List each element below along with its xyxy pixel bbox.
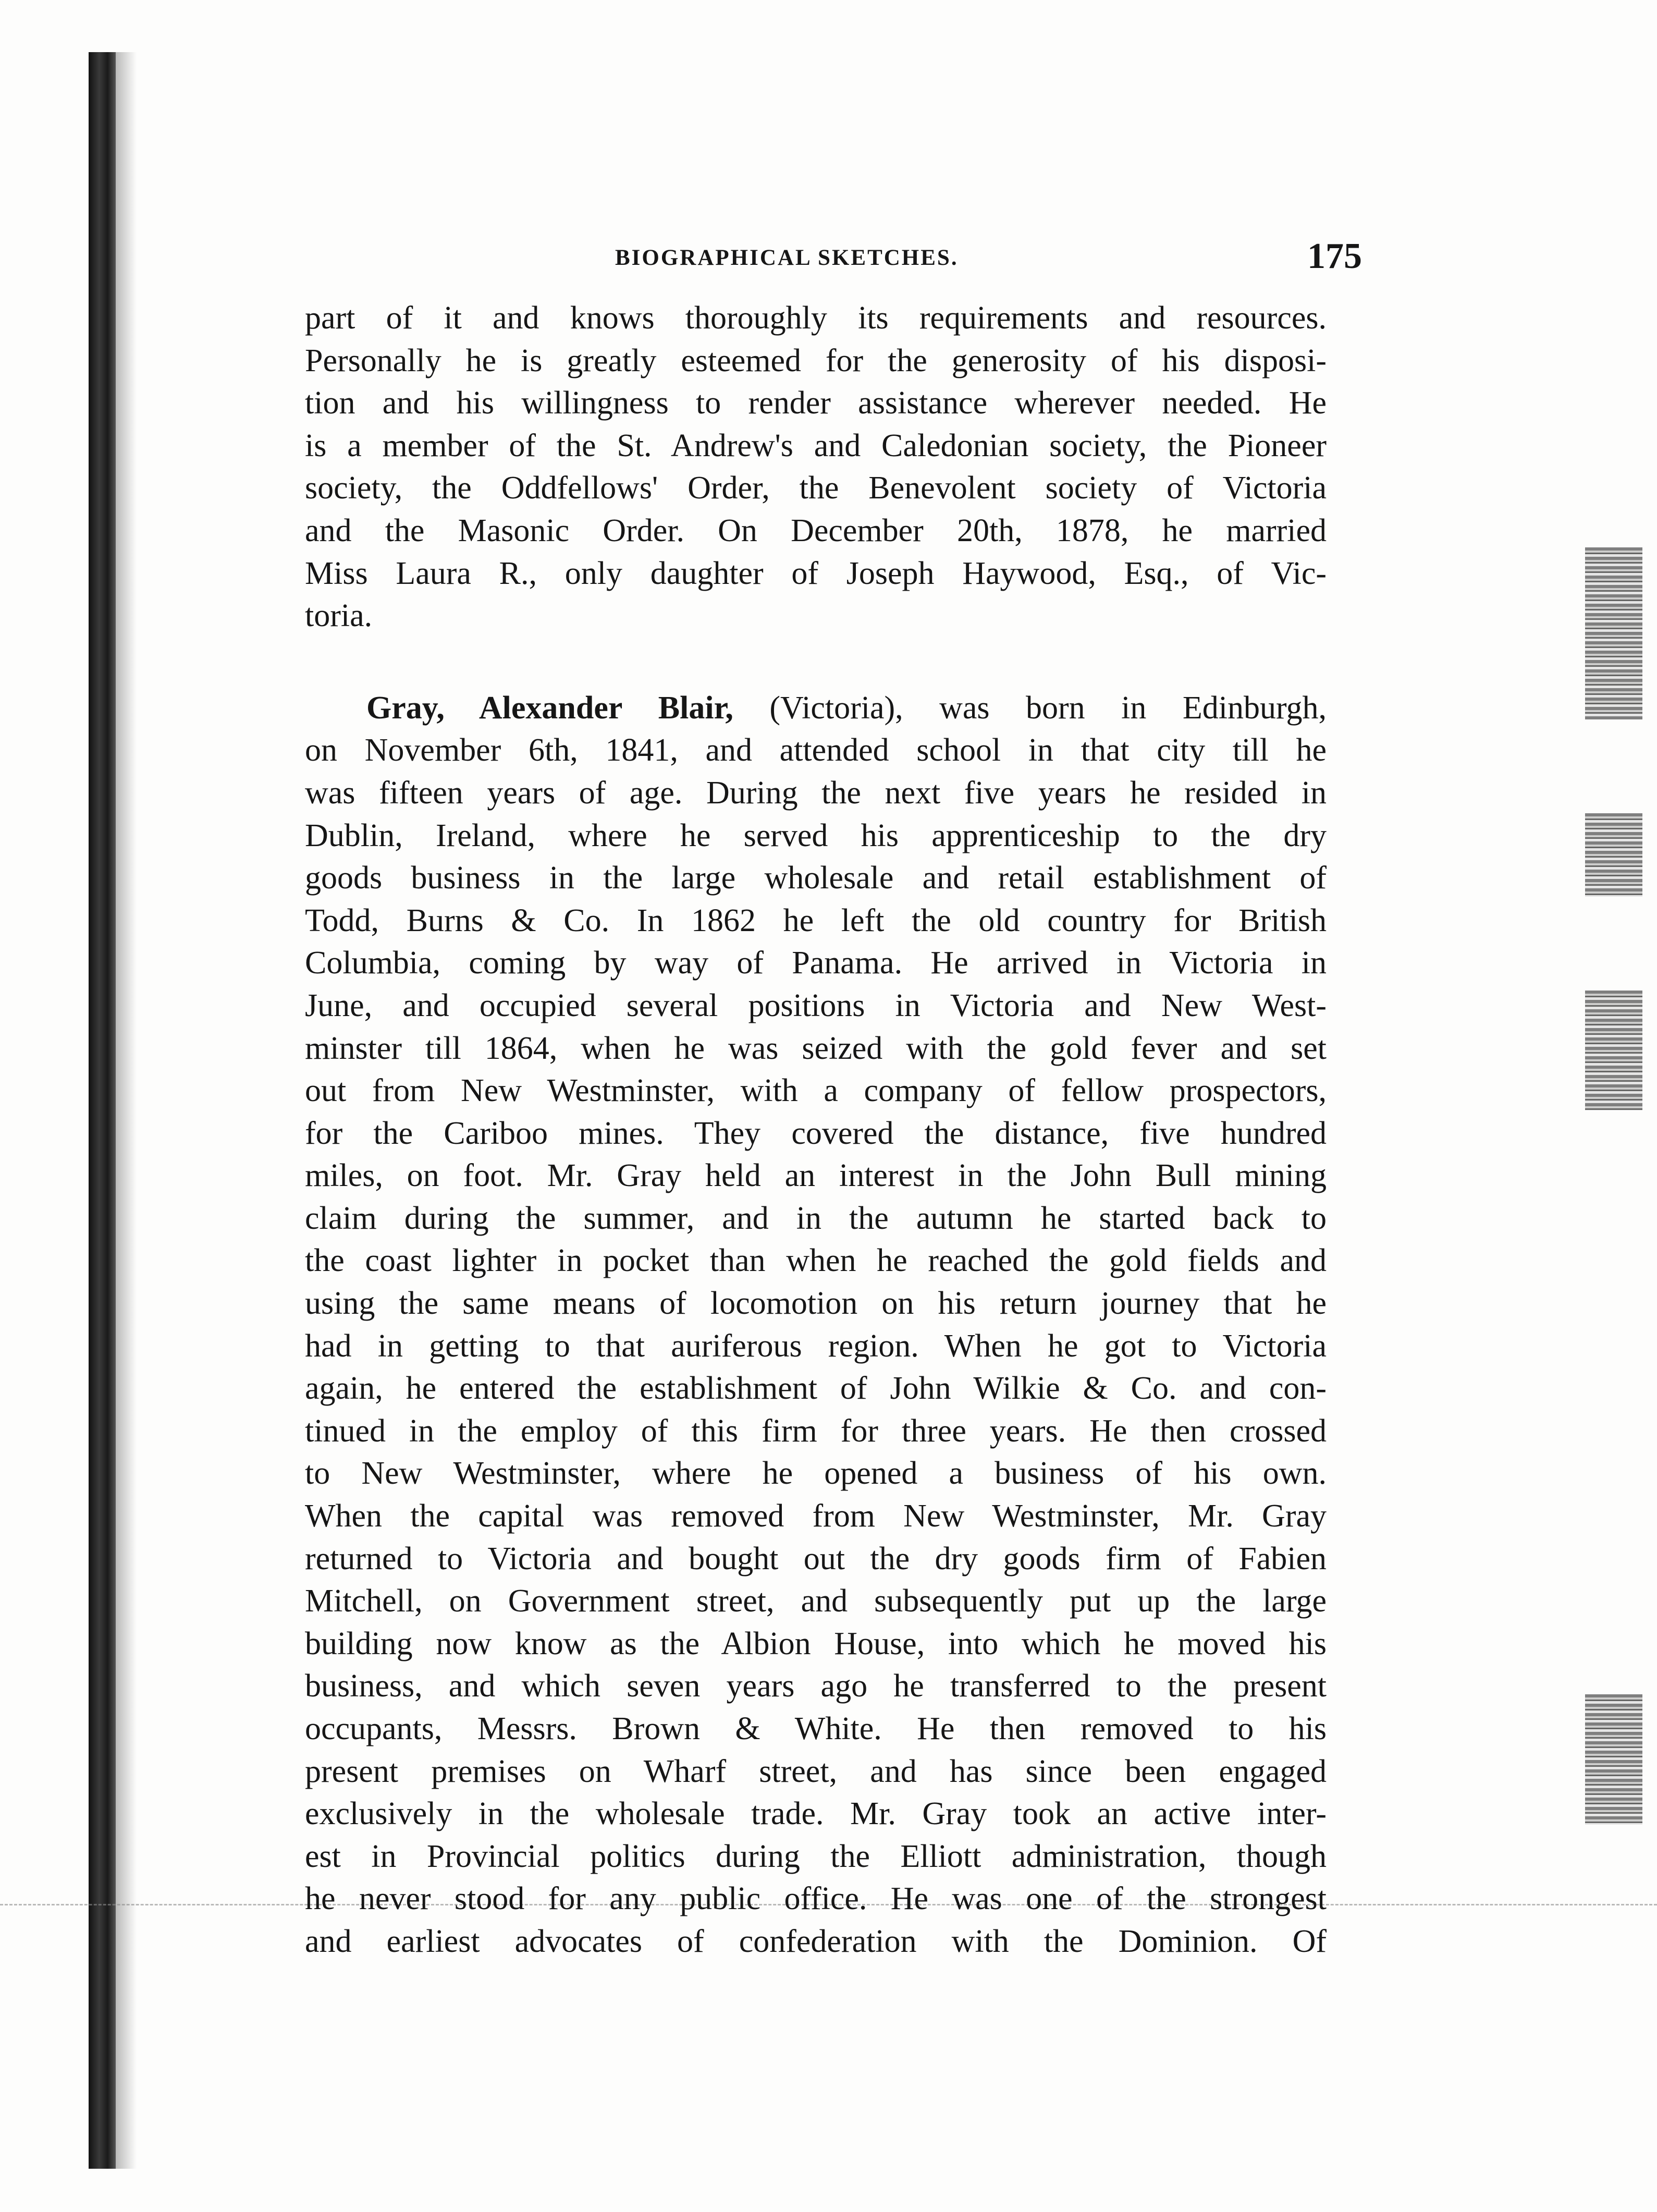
scan-edge-noise: [1585, 991, 1642, 1110]
text-line: Personally he is greatly esteemed for the generosity of his disposi-: [305, 343, 1327, 378]
scan-edge-noise: [1585, 813, 1642, 897]
text-line: miles, on foot. Mr. Gray held an interest in the John Bull mining: [305, 1158, 1327, 1194]
paragraph-gray-alexander-blair: [305, 687, 1327, 1963]
text-line: had in getting to that auriferous region. When he got to Victoria: [305, 1328, 1327, 1364]
text-line: claim during the summer, and in the autumn he started back to: [305, 1200, 1327, 1236]
entry-name: Gray, Alexander Blair,: [366, 690, 733, 726]
text-line: exclusively in the wholesale trade. Mr. Gray took an active inter-: [305, 1796, 1327, 1832]
text-line: society, the Oddfellows' Order, the Benevolent society of Victoria: [305, 470, 1327, 506]
paragraph-gap: [305, 638, 1327, 687]
text-line: business, and which seven years ago he transferred to the present: [305, 1668, 1327, 1704]
scan-edge-noise: [1585, 547, 1642, 719]
text-line: [305, 687, 1327, 730]
text-line: Miss Laura R., only daughter of Joseph Haywood, Esq., of Vic-: [305, 555, 1327, 591]
text-line: Todd, Burns & Co. In 1862 he left the old country for British: [305, 902, 1327, 938]
text-line: Mitchell, on Government street, and subsequently put up the large: [305, 1583, 1327, 1619]
text-line: again, he entered the establishment of John Wilkie & Co. and con-: [305, 1371, 1327, 1407]
text-line: was fifteen years of age. During the next five years he resided in: [305, 775, 1327, 811]
text-line: goods business in the large wholesale and retail establishment of: [305, 860, 1327, 896]
paragraph-continued: [305, 297, 1327, 638]
text-line: tinued in the employ of this firm for three years. He then crossed: [305, 1413, 1327, 1449]
text-line: part of it and knows thoroughly its requirements and resources.: [305, 300, 1327, 336]
text-line: Dublin, Ireland, where he served his apprenticeship to the dry: [305, 817, 1327, 853]
text-line: he never stood for any public office. He was one of the strongest: [305, 1881, 1327, 1917]
text-line: occupants, Messrs. Brown & White. He then removed to his: [305, 1711, 1327, 1746]
text-line: June, and occupied several positions in Victoria and New West-: [305, 987, 1327, 1023]
text-line: and earliest advocates of confederation with the Dominion. Of: [305, 1923, 1327, 1959]
text-line: building now know as the Albion House, into which he moved his: [305, 1626, 1327, 1661]
text-line: out from New Westminster, with a company of fellow prospectors,: [305, 1073, 1327, 1109]
text-line: and the Masonic Order. On December 20th, 1878, he married: [305, 512, 1327, 548]
body-text: [305, 297, 1327, 1963]
text-line: When the capital was removed from New Westminster, Mr. Gray: [305, 1498, 1327, 1534]
text-line: toria.: [305, 598, 373, 634]
text-line: Columbia, coming by way of Panama. He arrived in Victoria in: [305, 945, 1327, 981]
scan-edge-noise: [1585, 1694, 1642, 1825]
text-line: present premises on Wharf street, and has since been engaged: [305, 1753, 1327, 1789]
text-line: on November 6th, 1841, and attended school in that city till he: [305, 732, 1327, 768]
text-line: the coast lighter in pocket than when he reached the gold fields and: [305, 1243, 1327, 1279]
text-line: for the Cariboo mines. They covered the distance, five hundred: [305, 1115, 1327, 1151]
text-line: is a member of the St. Andrew's and Caledonian society, the Pioneer: [305, 427, 1327, 463]
running-header: BIOGRAPHICAL SKETCHES.: [615, 246, 959, 270]
book-binding-edge: [89, 52, 116, 2169]
text-line: using the same means of locomotion on his return journey that he: [305, 1286, 1327, 1322]
text-line: minster till 1864, when he was seized with the gold fever and set: [305, 1030, 1327, 1066]
text-line: tion and his willingness to render assistance wherever needed. He: [305, 385, 1327, 421]
entry-first-line: (Victoria), was born in Edinburgh,: [733, 690, 1327, 726]
text-line: to New Westminster, where he opened a business of his own.: [305, 1456, 1327, 1492]
text-line: returned to Victoria and bought out the dry goods firm of Fabien: [305, 1541, 1327, 1576]
text-line: est in Provincial politics during the Elliott administration, though: [305, 1838, 1327, 1874]
binding-shadow: [116, 52, 137, 2169]
page-number: 175: [1307, 236, 1362, 276]
